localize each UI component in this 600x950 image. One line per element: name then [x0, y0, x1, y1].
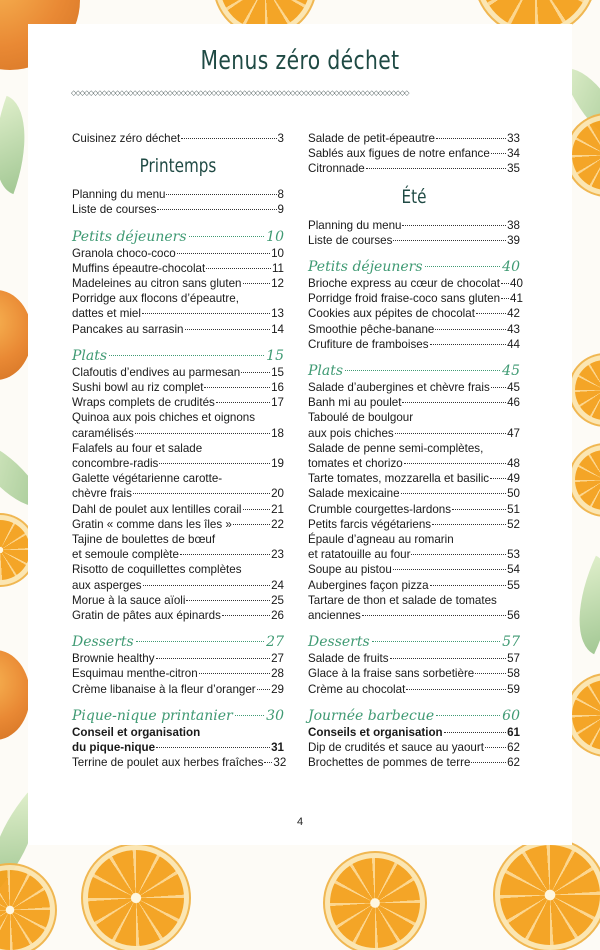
- toc-entry[interactable]: Aubergines façon pizza 55: [308, 578, 520, 592]
- toc-entry[interactable]: Brochettes de pommes de terre 62: [308, 756, 520, 770]
- toc-entry-line1[interactable]: Taboulé de boulgour: [308, 411, 414, 425]
- toc-entry[interactable]: Gratin de pâtes aux épinards 26: [72, 609, 284, 623]
- toc-entry[interactable]: Dip de crudités et sauce au yaourt 62: [308, 741, 520, 755]
- toc-entry[interactable]: Granola choco-coco 10: [72, 246, 284, 260]
- toc-entry[interactable]: Cuisinez zéro déchet 3: [72, 132, 284, 145]
- toc-entry[interactable]: Brioche express au cœur de chocolat 40: [308, 277, 523, 291]
- toc-entry-line1[interactable]: Épaule d’agneau au romarin: [308, 533, 454, 547]
- toc-entry[interactable]: Liste de courses 9: [72, 203, 284, 217]
- toc-entry[interactable]: Liste de courses 39: [308, 233, 520, 247]
- orange-slice-icon: [572, 680, 600, 750]
- toc-entry[interactable]: Dahl de poulet aux lentilles corail 21: [72, 502, 284, 516]
- toc-entry[interactable]: Wraps complets de crudités 17: [72, 396, 284, 410]
- toc-entry[interactable]: Soupe au pistou 54: [308, 563, 520, 577]
- toc-entry[interactable]: Pancakes au sarrasin 14: [72, 322, 284, 336]
- toc-entry[interactable]: Crumble courgettes-lardons 51: [308, 502, 520, 516]
- toc-entry[interactable]: chèvre frais 20: [72, 487, 284, 501]
- toc-entry[interactable]: Planning du menu 8: [72, 188, 284, 202]
- toc-entry[interactable]: tomates et chorizo 48: [308, 457, 520, 471]
- toc-entry[interactable]: Crufiture de framboises 44: [308, 337, 520, 351]
- toc-right-column: [308, 131, 523, 771]
- toc-entry[interactable]: Citronnade 35: [308, 162, 520, 176]
- toc-entry[interactable]: Salade d’aubergines et chèvre frais 45: [308, 381, 520, 395]
- section-heading[interactable]: Plats 45: [308, 363, 520, 380]
- toc-entry-line1[interactable]: Galette végétarienne carotte-: [72, 472, 223, 486]
- toc-entry[interactable]: Sushi bowl au riz complet 16: [72, 381, 284, 395]
- orange-slice-icon: [0, 870, 50, 950]
- toc-entry[interactable]: Crème libanaise à la fleur d’oranger 29: [72, 682, 284, 696]
- toc-entry[interactable]: Tarte tomates, mozzarella et basilic 49: [308, 472, 520, 486]
- orange-slice-icon: [330, 858, 420, 948]
- orange-slice-icon: [572, 120, 600, 190]
- toc-entry[interactable]: aux asperges 24: [72, 578, 284, 592]
- toc-entry[interactable]: anciennes 56: [308, 609, 520, 623]
- toc-entry[interactable]: Conseils et organisation 61: [308, 725, 520, 739]
- toc-entry[interactable]: et semoule complète 23: [72, 548, 284, 562]
- toc-entry-line1[interactable]: Porridge aux flocons d’épeautre,: [72, 292, 239, 306]
- toc-entry[interactable]: Glace à la fraise sans sorbetière 58: [308, 667, 520, 681]
- toc-entry[interactable]: Banh mi au poulet 46: [308, 396, 520, 410]
- toc-entry[interactable]: concombre-radis 19: [72, 457, 284, 471]
- toc-entry[interactable]: Muffins épeautre-chocolat 11: [72, 261, 284, 275]
- toc-entry[interactable]: Salade de petit-épeautre 33: [308, 132, 520, 145]
- toc-entry[interactable]: caramélisés 18: [72, 426, 284, 440]
- section-heading[interactable]: Petits déjeuners 40: [308, 259, 520, 276]
- section-heading[interactable]: Desserts 27: [72, 634, 284, 651]
- toc-entry[interactable]: Clafoutis d’endives au parmesan 15: [72, 365, 284, 379]
- section-heading[interactable]: Pique-nique printanier 30: [72, 707, 284, 724]
- toc-entry[interactable]: Crème au chocolat 59: [308, 682, 520, 696]
- toc-entry[interactable]: du pique-nique 31: [72, 741, 284, 755]
- toc-entry[interactable]: Madeleines au citron sans gluten 12: [72, 277, 284, 291]
- orange-slice-icon: [575, 450, 600, 510]
- toc-entry[interactable]: Salade de fruits 57: [308, 652, 520, 666]
- toc-entry[interactable]: Salade mexicaine 50: [308, 487, 520, 501]
- toc-entry[interactable]: Esquimau menthe-citron 28: [72, 667, 284, 681]
- toc-entry-line1[interactable]: Conseil et organisation: [72, 725, 201, 739]
- section-heading[interactable]: Journée barbecue 60: [308, 707, 520, 724]
- page-title: Menus zéro déchet: [200, 46, 400, 76]
- section-heading[interactable]: Desserts 57: [308, 634, 520, 651]
- toc-entry[interactable]: aux pois chiches 47: [308, 426, 520, 440]
- toc-entry-line1[interactable]: Tartare de thon et salade de tomates: [308, 593, 497, 607]
- season-heading-printemps: Printemps: [139, 155, 217, 178]
- orange-slice-icon: [88, 850, 184, 946]
- toc-entry[interactable]: et ratatouille au four 53: [308, 548, 520, 562]
- toc-entry[interactable]: Planning du menu 38: [308, 218, 520, 232]
- orange-slice-icon: [0, 520, 30, 580]
- page-number: 4: [296, 816, 304, 828]
- toc-entry[interactable]: Sablés aux figues de notre enfance 34: [308, 147, 520, 161]
- orange-slice-icon: [575, 360, 600, 420]
- toc-entry-line1[interactable]: Tajine de boulettes de bœuf: [72, 533, 216, 547]
- toc-entry-line1[interactable]: Falafels au four et salade: [72, 441, 203, 455]
- toc-entry[interactable]: Gratin « comme dans les îles » 22: [72, 517, 284, 531]
- toc-entry[interactable]: Petits farcis végétariens 52: [308, 517, 520, 531]
- toc-entry[interactable]: Morue à la sauce aïoli 25: [72, 593, 284, 607]
- toc-page: [28, 24, 572, 845]
- orange-slice-icon: [500, 845, 600, 945]
- toc-entry[interactable]: Smoothie pêche-banane 43: [308, 322, 520, 336]
- toc-entry-line1[interactable]: Risotto de coquillettes complètes: [72, 563, 242, 577]
- toc-entry[interactable]: Cookies aux pépites de chocolat 42: [308, 307, 520, 321]
- toc-left-column: [72, 131, 287, 771]
- toc-entry[interactable]: dattes et miel 13: [72, 307, 284, 321]
- toc-entry[interactable]: Brownie healthy 27: [72, 652, 284, 666]
- ornamental-divider: ◇◇◇◇◇◇◇◇◇◇◇◇◇◇◇◇◇◇◇◇◇◇◇◇◇◇◇◇◇◇◇◇◇◇◇◇◇◇◇◇◇◇◇◇◇◇◇◇◇◇◇◇◇◇◇◇◇◇◇◇◇◇◇◇◇◇◇◇◇◇◇◇◇◇◇◇◇: [71, 90, 409, 97]
- toc-entry[interactable]: Terrine de poulet aux herbes fraîches 32: [72, 756, 287, 770]
- season-heading-ete: Été: [401, 185, 427, 208]
- toc-entry-line1[interactable]: Quinoa aux pois chiches et oignons: [72, 411, 256, 425]
- toc-entry[interactable]: Porridge froid fraise-coco sans gluten 41: [308, 292, 523, 306]
- toc-entry-line1[interactable]: Salade de penne semi-complètes,: [308, 441, 484, 455]
- section-heading[interactable]: Petits déjeuners 10: [72, 228, 284, 245]
- orange-decoration-icon: [0, 650, 30, 740]
- section-heading[interactable]: Plats 15: [72, 347, 284, 364]
